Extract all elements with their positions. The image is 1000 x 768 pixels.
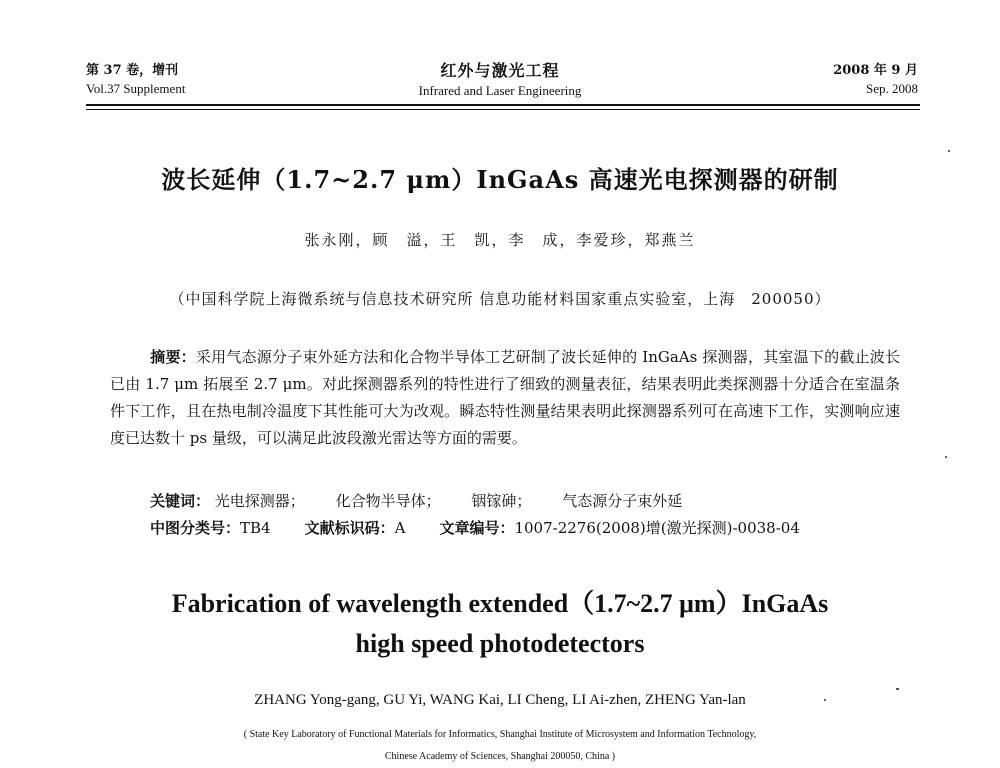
cn-authors: 张永刚，顾 溢，王 凯，李 成，李爱珍，郑燕兰: [304, 231, 696, 249]
article-number-label: 文章编号：: [439, 519, 515, 537]
header-journal-cn: 红外与激光工程: [440, 61, 560, 80]
classification: [150, 516, 800, 540]
scan-speck: [948, 150, 950, 152]
header-date: [833, 62, 918, 98]
abstract: [110, 344, 900, 452]
header-volume-cn: 第 37 卷，增刊: [86, 63, 179, 78]
keywords: [150, 489, 708, 513]
cn-title: 波长延伸（1.7~2.7 μm）InGaAs 高速光电探测器的研制: [161, 165, 839, 194]
abstract-label: 摘要：: [150, 348, 196, 366]
keyword-item: 光电探测器；: [214, 492, 305, 510]
en-affiliation-line2: Chinese Academy of Sciences, Shanghai 200050, China ): [384, 751, 616, 762]
keyword-item: 气态源分子束外延: [562, 492, 683, 510]
clc-label: 中图分类号：: [150, 519, 241, 537]
en-title-line2: high speed photodetectors: [355, 629, 645, 658]
doc-code-label: 文献标识码：: [304, 519, 395, 537]
en-title-line1: Fabrication of wavelength extended（1.7~2.7 μm）InGaAs: [171, 589, 829, 618]
keyword-item: 铟镓砷；: [471, 492, 532, 510]
cn-affiliation: （中国科学院上海微系统与信息技术研究所 信息功能材料国家重点实验室，上海 200050）: [169, 290, 831, 308]
header-journal-en: Infrared and Laser Engineering: [418, 83, 582, 98]
abstract-text: 采用气态源分子束外延方法和化合物半导体工艺研制了波长延伸的 InGaAs 探测器，其室温下的截止波长已由 1.7 μm 拓展至 2.7 μm。对此探测器系列的特性进行了细致的测量表征，结果表明此类探测器十分适合在室温条件下工作，且在热电制冷温度下其性能可大为改观。瞬态特性测量结果表明此探测器系列可在高速下工作，实测响应速度已达数十 ps 量级，可以满足此波段激光雷达等方面的需要。: [110, 348, 900, 447]
en-affiliation-line1: ( State Key Laboratory of Functional Materials for Informatics, Shanghai Institute of Microsystem and Information Technology,: [243, 729, 757, 740]
keyword-item: 化合物半导体；: [335, 492, 441, 510]
en-authors: ZHANG Yong-gang, GU Yi, WANG Kai, LI Cheng, LI Ai-zhen, ZHENG Yan-lan: [254, 692, 746, 708]
header-volume-en: Vol.37 Supplement: [86, 81, 186, 96]
keywords-label: 关键词：: [150, 492, 211, 510]
scan-speck: [945, 456, 947, 458]
scan-speck: [824, 699, 826, 701]
article-number-value: 1007-2276(2008)增(激光探测)-0038-04: [514, 519, 800, 537]
header-date-en: Sep. 2008: [866, 81, 918, 96]
doc-code-value: A: [394, 519, 406, 537]
scan-speck: [896, 688, 899, 690]
en-title: [0, 584, 1000, 664]
clc-value: TB4: [240, 519, 271, 537]
header-rule-thin: [86, 109, 920, 110]
header-date-cn: 2008 年 9 月: [833, 63, 918, 78]
en-affiliation: [0, 724, 1000, 768]
header-rule-thick: [86, 104, 920, 106]
